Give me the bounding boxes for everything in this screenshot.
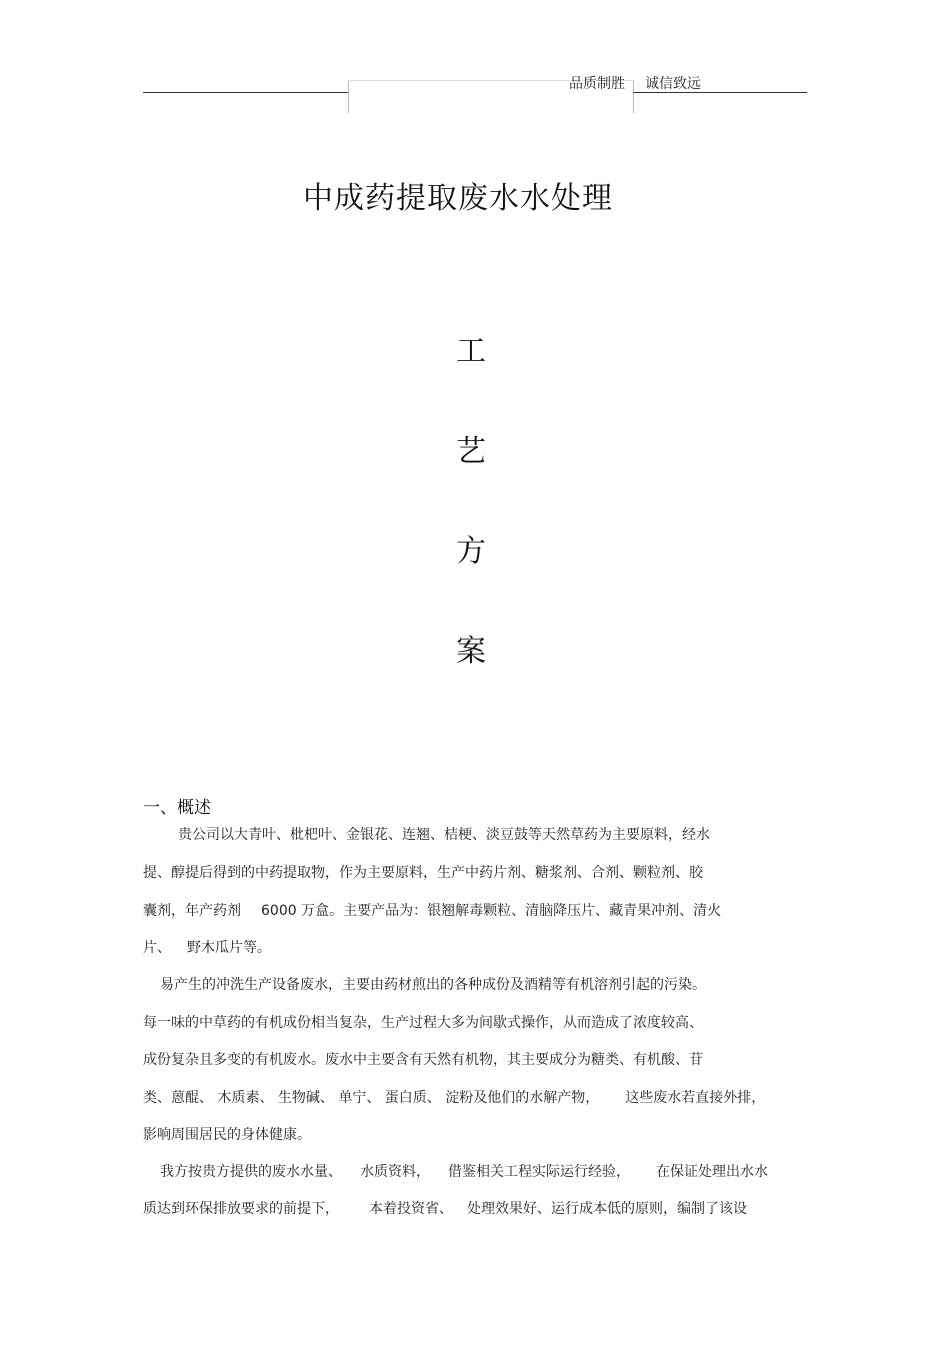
header-slogan-right: 诚信致远 — [645, 76, 701, 92]
document-title: 中成药提取废水水处理 — [303, 181, 613, 216]
header-rule-left — [143, 92, 348, 93]
text-segment: 易产生的冲洗生产设备废水，主要由药材煎出的各种成份及酒精等有机溶剂引起的污染。 — [160, 977, 706, 993]
paragraph-line — [143, 1198, 747, 1218]
text-segment: 处理效果好、运行成本低的原则，编制了该设 — [467, 1201, 747, 1217]
text-segment: 类、蒽醌、 木质素、 生物碱、 单宁、 蛋白质、 淀粉及他们的水解产物， — [143, 1090, 600, 1106]
text-segment: 6000 万盒。主要产品为：银翘解毒颗粒、清脑降压片、藏青果冲剂、清火 — [261, 903, 722, 919]
text-segment: 在保证处理出水水 — [656, 1164, 768, 1180]
text-segment: 水质资料， — [360, 1164, 430, 1180]
paragraph-line — [143, 900, 721, 920]
section-heading-overview: 一、概述 — [143, 798, 211, 818]
paragraph-line — [178, 824, 710, 844]
paragraph-line — [143, 937, 271, 957]
text-segment: 成份复杂且多变的有机废水。废水中主要含有天然有机物，其主要成分为糖类、有机酸、苷 — [143, 1052, 703, 1068]
text-segment: 影响周围居民的身体健康。 — [143, 1127, 311, 1143]
paragraph-line — [143, 1012, 703, 1032]
text-segment: 野木瓜片等。 — [187, 940, 271, 956]
header-divider-2 — [633, 80, 634, 113]
header-divider-1 — [348, 80, 349, 113]
subtitle-char-4: 案 — [456, 634, 486, 669]
header-slogan-left: 品质制胜 — [569, 76, 625, 92]
subtitle-char-1: 工 — [456, 334, 486, 369]
text-segment: 我方按贵方提供的废水水量、 — [160, 1164, 342, 1180]
text-segment: 每一味的中草药的有机成份相当复杂，生产过程大多为间歇式操作，从而造成了浓度较高、 — [143, 1015, 703, 1031]
text-segment: 提、醇提后得到的中药提取物，作为主要原料，生产中药片剂、糖浆剂、合剂、颗粒剂、胶 — [143, 865, 703, 881]
paragraph-line — [160, 974, 706, 994]
paragraph-line — [143, 1049, 703, 1069]
text-segment: 质达到环保排放要求的前提下， — [143, 1201, 339, 1217]
text-segment: 这些废水若直接外排， — [625, 1090, 766, 1106]
paragraph-line — [143, 1087, 765, 1107]
page-header — [0, 0, 950, 120]
text-segment: 片、 — [143, 940, 171, 956]
paragraph-line — [160, 1161, 768, 1181]
paragraph-line — [143, 1124, 311, 1144]
text-segment: 贵公司以大青叶、枇杷叶、金银花、连翘、桔梗、淡豆鼓等天然草药为主要原料，经水 — [178, 827, 710, 843]
text-segment: 囊剂，年产药剂 — [143, 903, 241, 919]
subtitle-char-3: 方 — [456, 534, 486, 569]
text-segment: 借鉴相关工程实际运行经验， — [448, 1164, 630, 1180]
paragraph-line — [143, 862, 703, 882]
subtitle-char-2: 艺 — [456, 434, 486, 469]
text-segment: 本着投资省、 — [369, 1201, 453, 1217]
